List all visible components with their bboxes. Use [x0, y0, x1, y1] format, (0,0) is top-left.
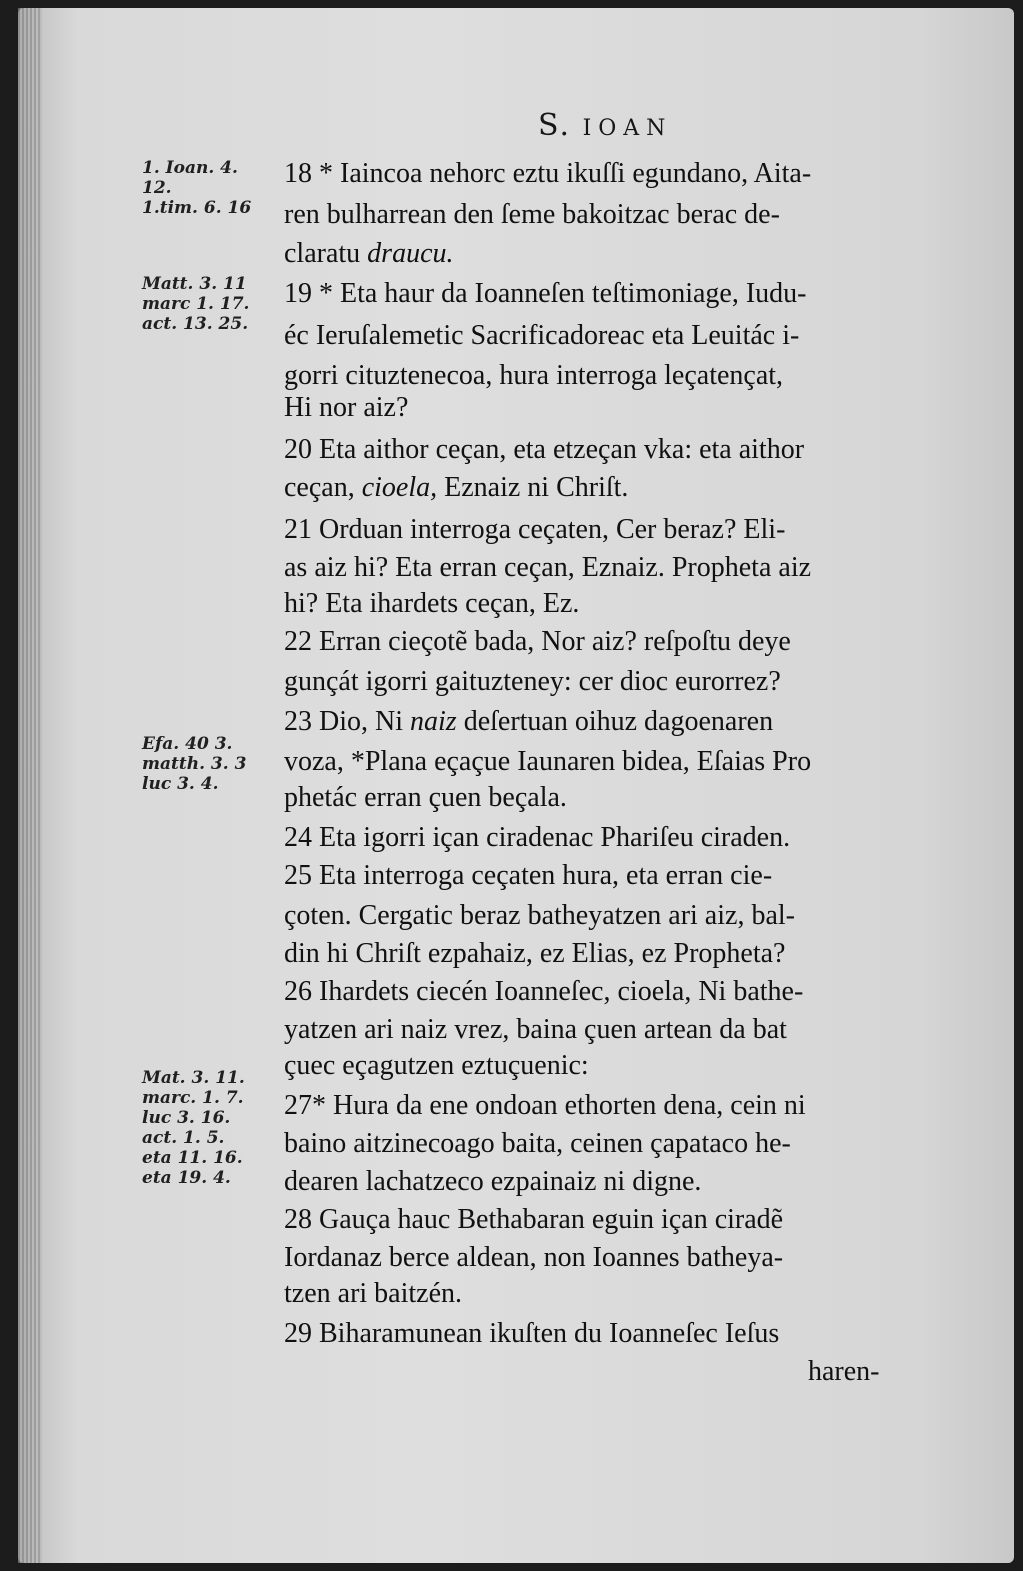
- text-span: Eznaiz ni Chriſt.: [437, 472, 629, 503]
- text-line: dearen lachatzeco ezpainaiz ni digne.: [284, 1166, 702, 1197]
- text-span: 23 Dio, Ni: [284, 706, 410, 737]
- margin-note-line: eta 11. 16.: [142, 1148, 243, 1168]
- italic-word: cioela,: [361, 472, 438, 503]
- text-line: baino aitzinecoago baita, ceinen çapataco he-: [284, 1128, 791, 1159]
- text-line: phetác erran çuen beçala.: [284, 782, 567, 813]
- catchword: haren-: [808, 1356, 880, 1387]
- text-line: as aiz hi? Eta erran ceçan, Eznaiz. Propheta aiz: [284, 552, 812, 583]
- margin-note-line: marc 1. 17.: [142, 294, 250, 314]
- margin-note-line: 1. Ioan. 4.: [142, 158, 238, 178]
- text-span: ceçan,: [284, 472, 362, 503]
- margin-note-line: Matt. 3. 11: [142, 274, 247, 294]
- text-line: [284, 472, 628, 504]
- text-line: Iordanaz berce aldean, non Ioannes batheya-: [284, 1242, 784, 1273]
- italic-word: naiz: [410, 706, 457, 737]
- header-title: IOAN: [582, 116, 673, 141]
- text-line: 29 Biharamunean ikuſten du Ioanneſec Ieſus: [284, 1318, 780, 1349]
- text-line: çuec eçagutzen eztuçuenic:: [284, 1050, 589, 1081]
- text-line: ren bulharrean den ſeme bakoitzac berac de-: [284, 199, 780, 230]
- margin-note: [142, 1068, 245, 1188]
- text-line: gunçát igorri gaituzteney: cer dioc eurorrez?: [284, 666, 781, 697]
- header-prefix: S.: [538, 108, 583, 143]
- margin-note-line: luc 3. 4.: [142, 774, 219, 794]
- page-binding: [18, 8, 42, 1563]
- running-header: [538, 108, 672, 143]
- text-line: 18 * Iaincoa nehorc eztu ikuſſi egundano, Aita-: [284, 158, 812, 189]
- margin-note-line: 1.tim. 6. 16: [142, 198, 252, 218]
- text-line: 26 Ihardets ciecén Ioanneſec, cioela, Ni bathe-: [284, 976, 804, 1007]
- text-span: claratu: [284, 238, 368, 269]
- text-line: 20 Eta aithor ceçan, eta etzeçan vka: eta aithor: [284, 434, 805, 465]
- text-line: 25 Eta interroga ceçaten hura, eta erran cie-: [284, 860, 773, 891]
- text-line: tzen ari baitzén.: [284, 1278, 463, 1309]
- text-line: [284, 706, 773, 738]
- text-line: çoten. Cergatic beraz batheyatzen ari aiz, bal-: [284, 900, 795, 931]
- margin-note-line: Mat. 3. 11.: [142, 1068, 245, 1088]
- text-line: din hi Chriſt ezpahaiz, ez Elias, ez Propheta?: [284, 938, 786, 969]
- margin-note-line: 12.: [142, 178, 172, 198]
- text-line: 19 * Eta haur da Ioanneſen teſtimoniage, Iudu-: [284, 278, 807, 309]
- text-line: voza, *Plana eçaçue Iaunaren bidea, Eſaias Pro: [284, 746, 812, 777]
- margin-note-line: matth. 3. 3: [142, 754, 247, 774]
- text-line: éc Ieruſalemetic Sacrificadoreac eta Leuitác i-: [284, 320, 800, 351]
- text-line: [284, 238, 454, 270]
- text-line: Hi nor aiz?: [284, 392, 409, 423]
- margin-note: [142, 274, 249, 334]
- text-line: gorri cituztenecoa, hura interroga leçatençat,: [284, 360, 784, 391]
- text-line: 24 Eta igorri içan ciradenac Phariſeu ciraden.: [284, 822, 791, 853]
- text-line: 27* Hura da ene ondoan ethorten dena, cein ni: [284, 1090, 806, 1121]
- margin-note-line: eta 19. 4.: [142, 1168, 231, 1188]
- text-line: hi? Eta ihardets ceçan, Ez.: [284, 588, 580, 619]
- text-line: 28 Gauça hauc Bethabaran eguin içan ciradẽ: [284, 1204, 784, 1235]
- book-page: [18, 8, 1014, 1563]
- text-line: yatzen ari naiz vrez, baina çuen artean da bat: [284, 1014, 787, 1045]
- margin-note: [142, 734, 246, 794]
- margin-note-line: act. 13. 25.: [142, 314, 249, 334]
- text-line: 21 Orduan interroga ceçaten, Cer beraz? Eli-: [284, 514, 786, 545]
- margin-note-line: act. 1. 5.: [142, 1128, 225, 1148]
- italic-word: draucu.: [367, 238, 454, 269]
- text-line: 22 Erran cieçotẽ bada, Nor aiz? reſpoſtu deye: [284, 626, 791, 657]
- margin-note-line: marc. 1. 7.: [142, 1088, 244, 1108]
- margin-note: [142, 158, 251, 218]
- margin-note-line: Efa. 40 3.: [142, 734, 233, 754]
- text-span: deſertuan oihuz dagoenaren: [456, 706, 774, 737]
- margin-note-line: luc 3. 16.: [142, 1108, 231, 1128]
